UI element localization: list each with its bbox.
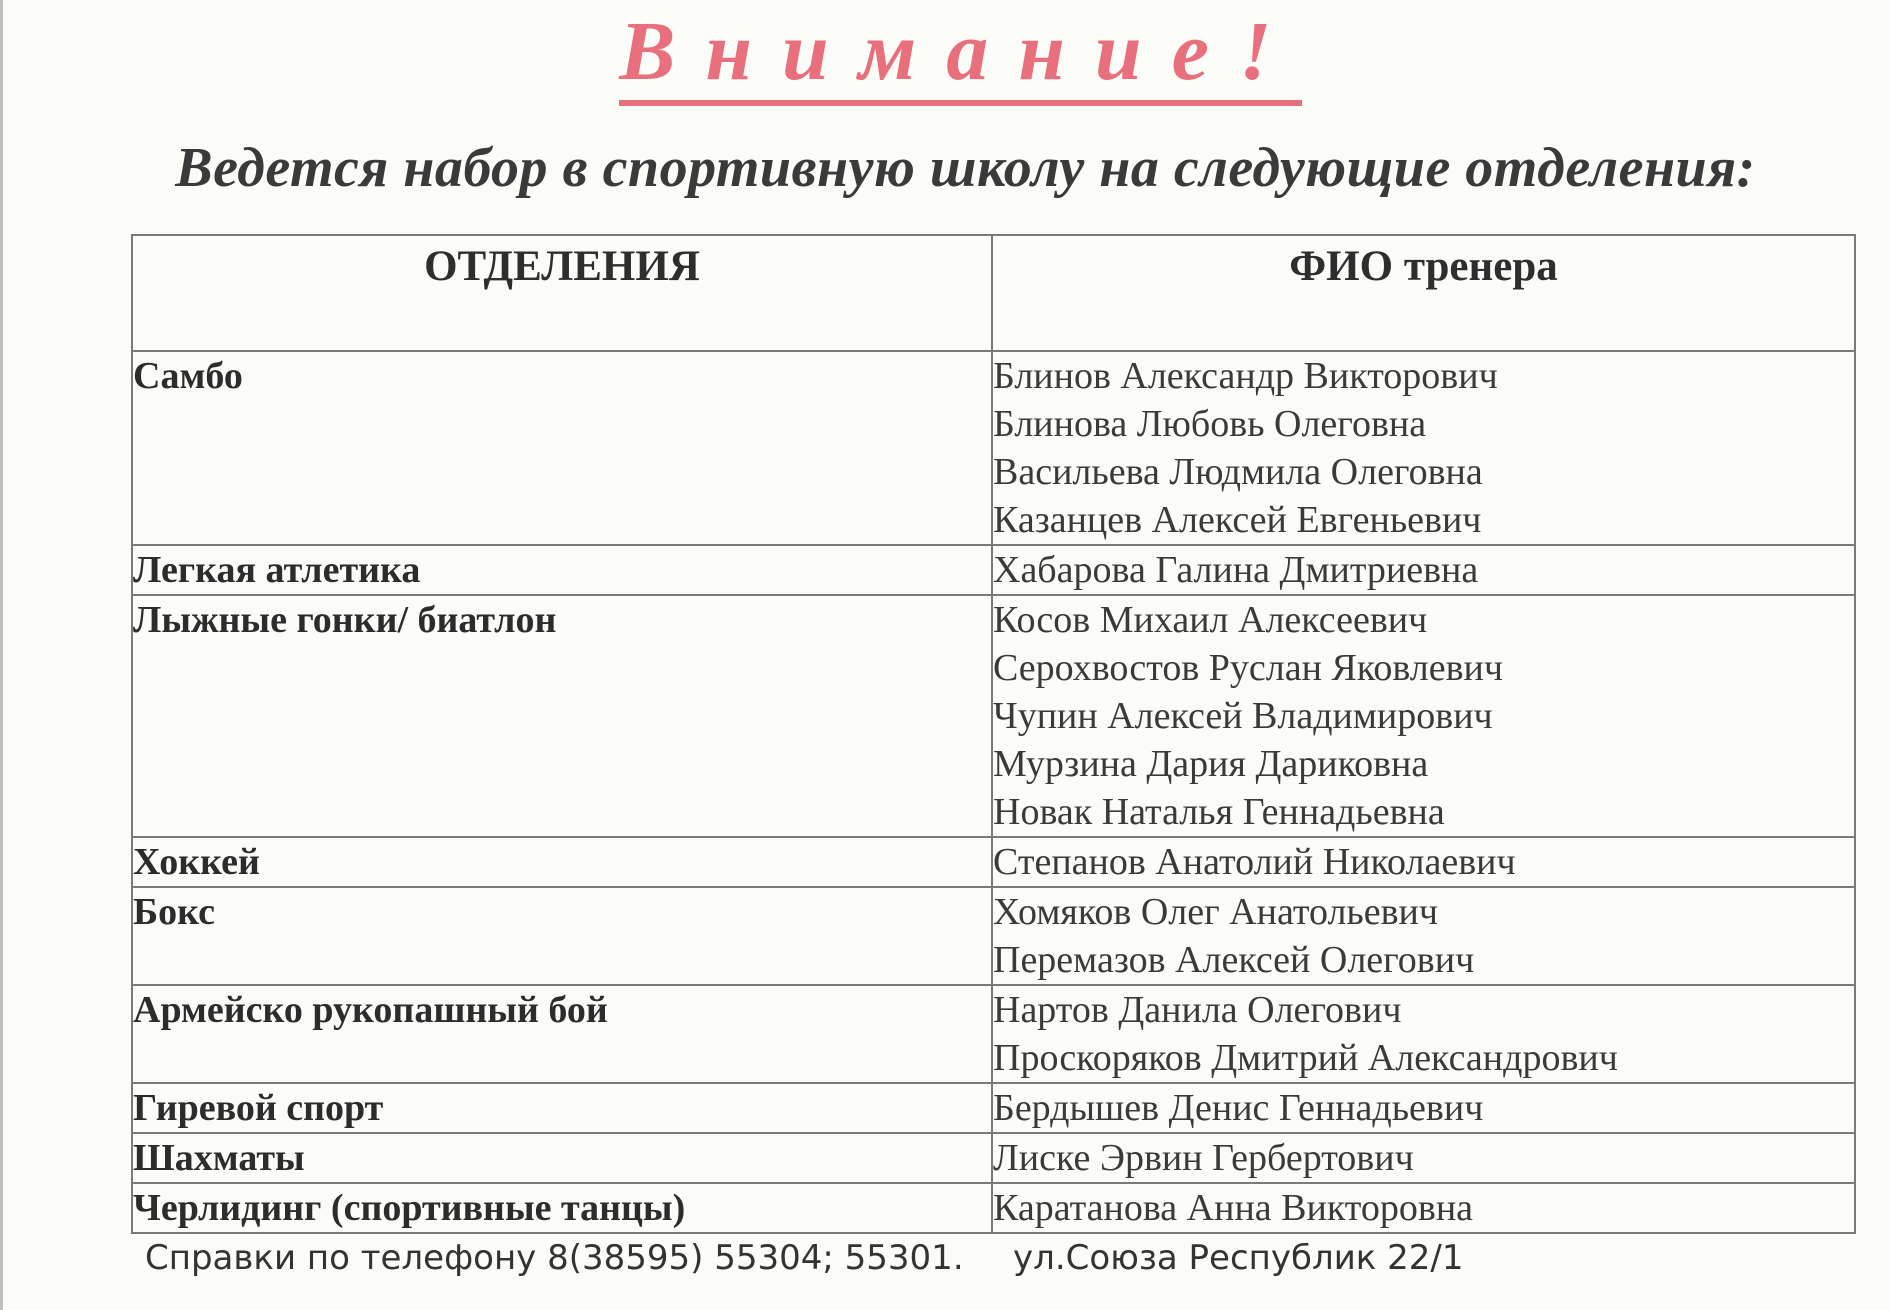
coach-name: Хомяков Олег Анатольевич bbox=[993, 891, 1438, 933]
coaches-cell bbox=[992, 1133, 1855, 1183]
table-row bbox=[132, 837, 1855, 887]
coaches-cell bbox=[992, 545, 1855, 595]
table-row bbox=[132, 1083, 1855, 1133]
department-cell: Самбо bbox=[132, 351, 992, 545]
coach-name: Блинов Александр Викторович bbox=[993, 355, 1498, 397]
coach-name: Нартов Данила Олегович bbox=[993, 989, 1402, 1031]
coaches-cell bbox=[992, 837, 1855, 887]
department-cell: Лыжные гонки/ биатлон bbox=[132, 595, 992, 837]
coaches-cell bbox=[992, 985, 1855, 1083]
coach-name: Серохвостов Руслан Яковлевич bbox=[993, 647, 1503, 689]
coach-name: Косов Михаил Алексеевич bbox=[993, 599, 1428, 641]
department-cell: Армейско рукопашный бой bbox=[132, 985, 992, 1083]
coaches-cell bbox=[992, 1083, 1855, 1133]
department-cell: Черлидинг (спортивные танцы) bbox=[132, 1183, 992, 1233]
coach-name: Мурзина Дария Дариковна bbox=[993, 743, 1429, 785]
header-departments: ОТДЕЛЕНИЯ bbox=[132, 235, 992, 351]
coaches-cell bbox=[992, 351, 1855, 545]
header-coach-name: ФИО тренера bbox=[992, 235, 1855, 351]
table-row bbox=[132, 351, 1855, 545]
coach-name: Чупин Алексей Владимирович bbox=[993, 695, 1493, 737]
table-row bbox=[132, 595, 1855, 837]
coach-name: Казанцев Алексей Евгеньевич bbox=[993, 499, 1482, 541]
table-header-row bbox=[132, 235, 1855, 351]
table-row bbox=[132, 1183, 1855, 1233]
coach-name: Новак Наталья Геннадьевна bbox=[993, 791, 1445, 833]
coaches-cell bbox=[992, 1183, 1855, 1233]
coach-name: Степанов Анатолий Николаевич bbox=[993, 841, 1516, 883]
attention-heading: Внимание! bbox=[619, 8, 1301, 106]
coach-name: Васильева Людмила Олеговна bbox=[993, 451, 1483, 493]
footer-phone: Справки по телефону 8(38595) 55304; 55301. bbox=[145, 1238, 964, 1278]
coach-name: Бердышев Денис Геннадьевич bbox=[993, 1087, 1484, 1129]
table-row bbox=[132, 1133, 1855, 1183]
department-cell: Гиревой спорт bbox=[132, 1083, 992, 1133]
department-cell: Бокс bbox=[132, 887, 992, 985]
coaches-cell bbox=[992, 887, 1855, 985]
footer-address: ул.Союза Республик 22/1 bbox=[1013, 1238, 1464, 1278]
table-row bbox=[132, 985, 1855, 1083]
attention-heading-wrap bbox=[0, 5, 1891, 106]
department-cell: Шахматы bbox=[132, 1133, 992, 1183]
coach-name: Хабарова Галина Дмитриевна bbox=[993, 549, 1479, 591]
table-row bbox=[132, 887, 1855, 985]
subtitle: Ведется набор в спортивную школу на следующие отделения: bbox=[175, 137, 1756, 199]
coach-name: Лиске Эрвин Гербертович bbox=[993, 1137, 1414, 1179]
coach-name: Блинова Любовь Олеговна bbox=[993, 403, 1427, 445]
coach-name: Перемазов Алексей Олегович bbox=[993, 939, 1475, 981]
footer bbox=[145, 1238, 1464, 1278]
coaches-cell bbox=[992, 595, 1855, 837]
table-body bbox=[132, 351, 1855, 1233]
table-row bbox=[132, 545, 1855, 595]
departments-table bbox=[131, 234, 1856, 1234]
coach-name: Проскоряков Дмитрий Александрович bbox=[993, 1037, 1618, 1079]
department-cell: Хоккей bbox=[132, 837, 992, 887]
coach-name: Каратанова Анна Викторовна bbox=[993, 1187, 1474, 1229]
department-cell: Легкая атлетика bbox=[132, 545, 992, 595]
